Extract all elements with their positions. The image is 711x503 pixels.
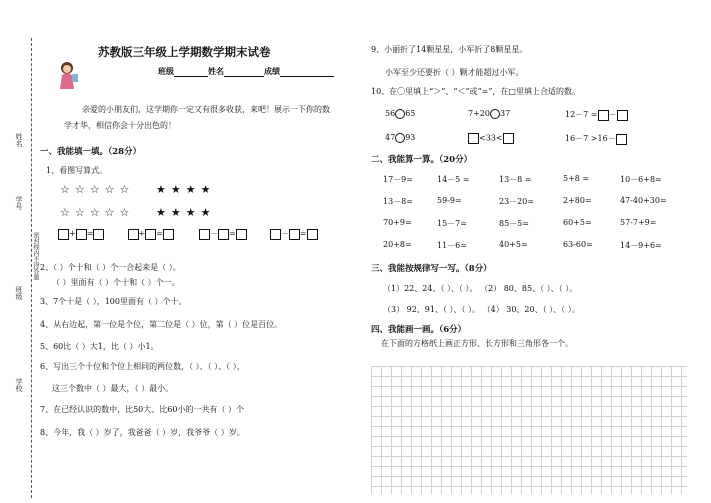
calc-item: 60+5= xyxy=(563,218,592,227)
score-field[interactable] xyxy=(280,68,334,77)
q4-text: 4、从右边起，第一位是个位，第二位是（ ）位，第（ ）位是百位。 xyxy=(40,320,283,329)
equation-boxes: + = + = － = － = xyxy=(58,228,318,240)
name-field[interactable] xyxy=(224,68,264,77)
hollow-stars-row-2: ☆☆☆☆☆ xyxy=(60,206,135,219)
calc-item: 14－5 = xyxy=(437,175,470,184)
answer-box[interactable] xyxy=(163,229,174,240)
q9-line-1: 9、小丽折了14颗星星，小军折了8颗星星。 xyxy=(371,45,528,54)
name-label: 姓名 xyxy=(208,66,224,76)
drawing-grid[interactable] xyxy=(371,366,687,494)
answer-box[interactable] xyxy=(199,229,210,240)
header-fields xyxy=(158,66,334,77)
calc-item: 70+9= xyxy=(383,218,412,227)
calc-item: 13－8= xyxy=(383,197,413,206)
answer-box[interactable] xyxy=(598,110,609,121)
calc-item: 57-7+9= xyxy=(620,218,657,227)
filled-stars-row-2: ★★★★ xyxy=(156,206,216,219)
q5-text: 5、60比（ ）大1，比（ ）小1。 xyxy=(40,342,159,351)
answer-box[interactable] xyxy=(289,229,300,240)
q10-text: 10、在〇里填上“＞”、“＜”或“=”，在□里填上合适的数。 xyxy=(371,87,580,96)
calc-item: 14－9+6= xyxy=(620,241,662,250)
hollow-stars-row-1: ☆☆☆☆☆ xyxy=(60,183,135,196)
section3-heading: 三、我能按规律写一写。（8分） xyxy=(371,264,492,274)
section4-instruction: 在下面的方格纸上画正方形、长方形和三角形各一个。 xyxy=(381,339,573,348)
section4-heading: 四、我能画一画。（6分） xyxy=(371,325,467,335)
class-label: 班级 xyxy=(158,66,174,76)
girl-illustration xyxy=(56,60,80,90)
calc-item: 5+8 = xyxy=(563,174,590,183)
side-label-class: 班级 xyxy=(15,286,23,300)
answer-box[interactable] xyxy=(76,229,87,240)
q9-line-2: 小军至少还要折（ ）颗才能超过小军。 xyxy=(385,68,524,77)
answer-box[interactable] xyxy=(468,133,479,144)
compare-circle[interactable] xyxy=(395,109,405,119)
calc-item: 2+80= xyxy=(563,196,592,205)
calc-item: 23－20= xyxy=(499,197,535,206)
answer-box[interactable] xyxy=(617,110,628,121)
calc-item: 85－5= xyxy=(499,219,529,228)
score-label: 成绩 xyxy=(264,66,280,76)
compare-circle[interactable] xyxy=(395,133,405,143)
pattern-row-1: （1）22、24、（ ）、（ ）。 （2） 80、85、（ ）、（ ）。 xyxy=(383,284,578,293)
answer-box[interactable] xyxy=(307,229,318,240)
calc-item: 20+8= xyxy=(383,240,412,249)
calc-item: 10－6+8= xyxy=(620,175,662,184)
answer-box[interactable] xyxy=(128,229,139,240)
q6-line-1: 6、写出三个十位和个位上相同的两位数，（ ）、（ ）、（ ）， xyxy=(40,362,245,371)
q2-line-2: （ ）里面有（ ）个十和（ ）个一。 xyxy=(52,278,180,287)
answer-box[interactable] xyxy=(236,229,247,240)
side-label-id: 学号 xyxy=(15,196,23,210)
section2-heading: 二、我能算一算。（20分） xyxy=(371,155,473,165)
q3-text: 3、7个十是（ ），100里面有（ ）个十。 xyxy=(40,297,187,306)
section1-heading: 一、我能填一填。（28分） xyxy=(40,147,142,157)
answer-box[interactable] xyxy=(58,229,69,240)
side-label-name: 姓名 xyxy=(15,133,23,147)
class-field[interactable] xyxy=(174,68,208,77)
compare-item-5: <33< xyxy=(468,133,514,144)
answer-box[interactable] xyxy=(93,229,104,240)
exam-title: 苏教版三年级上学期数学期末试卷 xyxy=(98,45,271,59)
compare-item-1: 56 65 xyxy=(385,109,416,118)
compare-item-6: 16－7 >16－ xyxy=(565,133,627,145)
intro-line-2: 学才华，相信你会十分出色的！ xyxy=(64,121,176,130)
calc-item: 40+5= xyxy=(499,240,528,249)
filled-stars-row-1: ★★★★ xyxy=(156,183,216,196)
pattern-row-2: （3） 92、91、（ ）、（ ）。 （4） 30、20、（ ）、（ ）。 xyxy=(383,305,580,314)
answer-box[interactable] xyxy=(270,229,281,240)
compare-item-3: 12－7 = － xyxy=(565,109,628,121)
compare-item-2: 7+20 37 xyxy=(468,109,511,118)
calc-item: 63-60= xyxy=(563,240,593,249)
calc-item: 47-40+30= xyxy=(620,196,667,205)
side-label-school: 学校 xyxy=(15,378,23,392)
q2-line-1: 2、（ ）个十和（ ）个一合起来是（ ）。 xyxy=(40,263,181,272)
answer-box[interactable] xyxy=(218,229,229,240)
q8-text: 8、今年，我（ ）岁了，我爸爸（ ）岁，我爷爷（ ）岁。 xyxy=(40,428,245,437)
calc-item: 59-9= xyxy=(437,196,462,205)
calc-item: 17－9= xyxy=(383,175,413,184)
intro-line-1: 亲爱的小朋友们，这学期你一定又有很多收获，来吧！展示一下你的数 xyxy=(82,105,330,114)
calc-item: 11－6= xyxy=(437,241,467,250)
side-label-seal: 密封线内不得答题 xyxy=(32,232,39,280)
calc-item: 13－8 = xyxy=(499,175,532,184)
answer-box[interactable] xyxy=(503,133,514,144)
q6-line-2: 这三个数中（ ）最大，（ ）最小。 xyxy=(52,384,174,393)
calc-item: 15－7= xyxy=(437,219,467,228)
compare-item-4: 47 93 xyxy=(385,133,416,142)
answer-box[interactable] xyxy=(145,229,156,240)
answer-box[interactable] xyxy=(616,134,627,145)
compare-circle[interactable] xyxy=(490,109,500,119)
q7-text: 7、在已经认识的数中，比50大、比60小的一共有（ ）个 xyxy=(40,405,244,414)
q1-text: 1、看图写算式。 xyxy=(46,166,108,175)
